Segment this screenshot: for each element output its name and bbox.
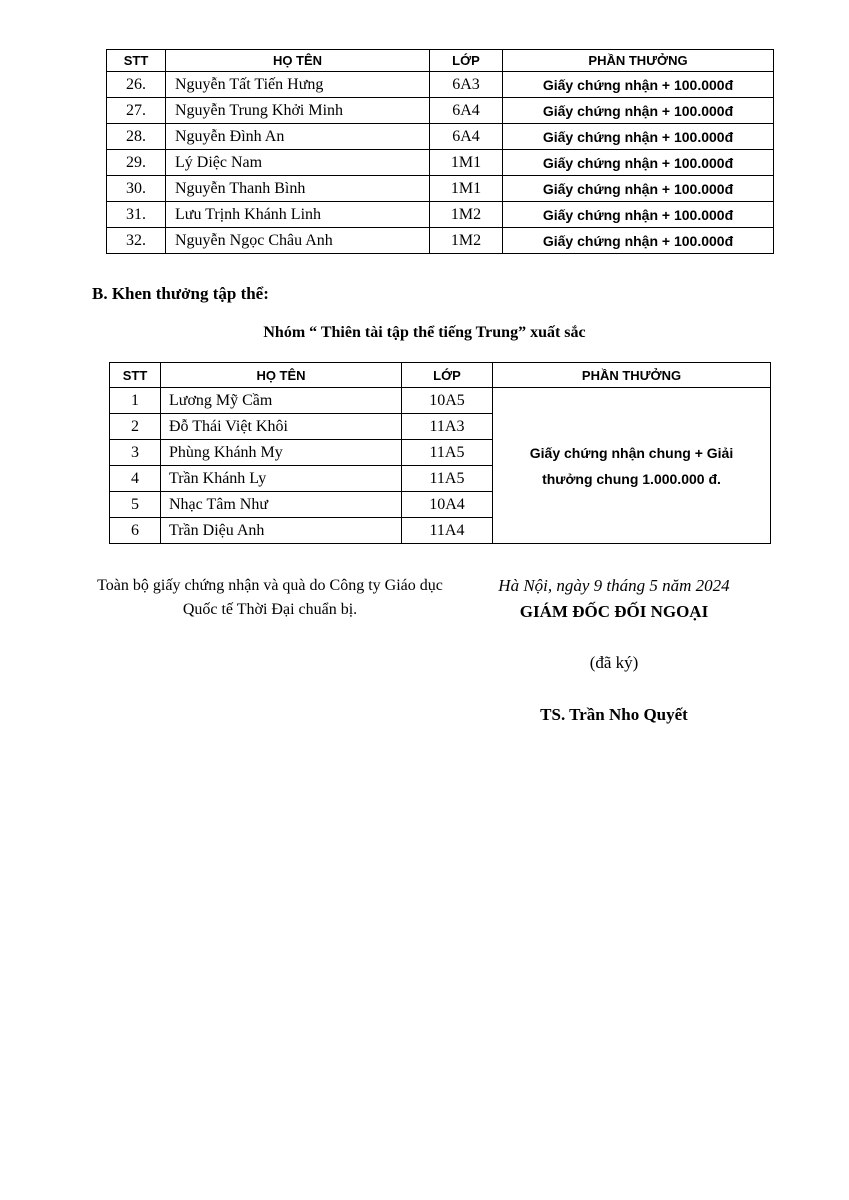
cell-class: 10A4 [402,492,493,518]
cell-class: 11A3 [402,414,493,440]
signature-title: GIÁM ĐỐC ĐỐI NGOẠI [519,602,709,621]
cell-award: Giấy chứng nhận + 100.000đ [503,150,774,176]
cell-stt: 4 [110,466,161,492]
header-award: PHẦN THƯỞNG [493,363,771,388]
cell-class: 1M1 [430,150,503,176]
cell-award: Giấy chứng nhận + 100.000đ [503,98,774,124]
signature-block [458,574,770,727]
signature-date: Hà Nội, ngày 9 tháng 5 năm 2024 [498,576,730,595]
table-header-row [110,363,771,388]
cell-name: Phùng Khánh My [161,440,402,466]
cell-class: 6A4 [430,124,503,150]
award-table-group [109,362,771,544]
table-row [107,150,774,176]
header-name: HỌ TÊN [161,363,402,388]
header-class: LỚP [430,50,503,72]
cell-class: 1M2 [430,202,503,228]
cell-stt: 31. [107,202,166,228]
cell-class: 11A5 [402,440,493,466]
table-row [107,124,774,150]
cell-stt: 29. [107,150,166,176]
cell-group-award: Giấy chứng nhận chung + Giải thưởng chung 1.000.000 đ. [493,388,771,544]
cell-name: Lý Diệc Nam [166,150,430,176]
cell-stt: 30. [107,176,166,202]
cell-name: Nhạc Tâm Như [161,492,402,518]
table-row [107,72,774,98]
cell-name: Nguyễn Trung Khởi Minh [166,98,430,124]
cell-award: Giấy chứng nhận + 100.000đ [503,72,774,98]
group-title: Nhóm “ Thiên tài tập thể tiếng Trung” xuất sắc [263,324,586,341]
table-row [107,176,774,202]
cell-class: 10A5 [402,388,493,414]
header-class: LỚP [402,363,493,388]
cell-stt: 1 [110,388,161,414]
cell-stt: 3 [110,440,161,466]
cell-stt: 27. [107,98,166,124]
header-award: PHẦN THƯỞNG [503,50,774,72]
section-heading: B. Khen thưởng tập thể: [92,284,269,303]
cell-class: 1M2 [430,228,503,254]
cell-name: Đỗ Thái Việt Khôi [161,414,402,440]
cell-award: Giấy chứng nhận + 100.000đ [503,202,774,228]
table-row [107,202,774,228]
cell-award: Giấy chứng nhận + 100.000đ [503,228,774,254]
cell-name: Nguyễn Đình An [166,124,430,150]
table-header-row [107,50,774,72]
signature-signed: (đã ký) [589,653,639,672]
table-row [107,228,774,254]
cell-class: 11A5 [402,466,493,492]
cell-stt: 26. [107,72,166,98]
cell-class: 6A3 [430,72,503,98]
cell-class: 11A4 [402,518,493,544]
cell-class: 6A4 [430,98,503,124]
cell-class: 1M1 [430,176,503,202]
header-stt: STT [110,363,161,388]
cell-name: Nguyễn Tất Tiến Hưng [166,72,430,98]
cell-stt: 32. [107,228,166,254]
table-row [107,98,774,124]
header-name: HỌ TÊN [166,50,430,72]
cell-name: Nguyễn Thanh Bình [166,176,430,202]
footer-note: Toàn bộ giấy chứng nhận và quà do Công ty Giáo dục Quốc tế Thời Đại chuẩn bị. [97,577,443,618]
signatory-name: TS. Trần Nho Quyết [540,705,688,724]
cell-name: Nguyễn Ngọc Châu Anh [166,228,430,254]
cell-award: Giấy chứng nhận + 100.000đ [503,176,774,202]
cell-stt: 28. [107,124,166,150]
cell-name: Lương Mỹ Cầm [161,388,402,414]
cell-name: Trần Diệu Anh [161,518,402,544]
cell-stt: 2 [110,414,161,440]
cell-stt: 6 [110,518,161,544]
cell-name: Lưu Trịnh Khánh Linh [166,202,430,228]
table-row [110,388,771,414]
cell-award: Giấy chứng nhận + 100.000đ [503,124,774,150]
cell-stt: 5 [110,492,161,518]
header-stt: STT [107,50,166,72]
cell-name: Trần Khánh Ly [161,466,402,492]
award-table-individual [106,49,774,254]
